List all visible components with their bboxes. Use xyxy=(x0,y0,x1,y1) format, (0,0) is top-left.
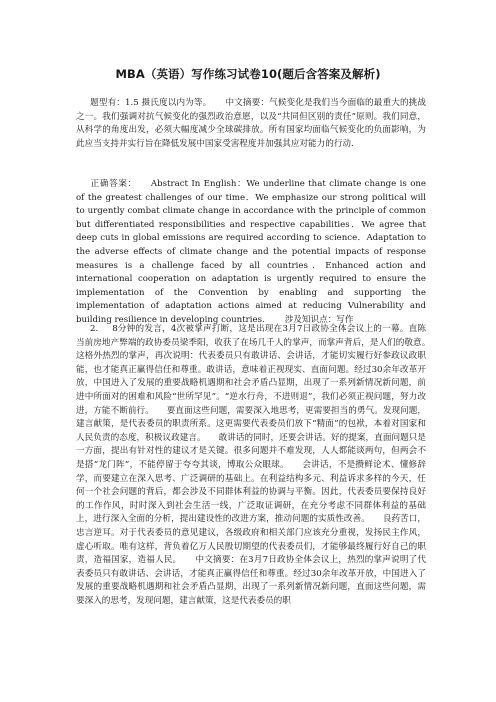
document-title: MBA（英语）写作练习试卷10(题后含答案及解析) xyxy=(115,67,381,81)
question-2-number: 2. xyxy=(90,324,99,334)
question-1-body: 中文摘要：气候变化是我们当今面临的最重大的挑战之一。我们强调对抗气候变化的强烈政治意愿，以及“共同但区别的责任”原则。我们同意，从科学的角度出发，必须大幅度减少全球碳排放。所有国家均面临气候变化的负面影响，为此应当支持并实行旨在降低发展中国家受害程度并加强其应对能力的行动. xyxy=(76,98,426,149)
knowledge-point-tag: 涉及知识点：写作 xyxy=(284,314,354,325)
answer-text: Abstract In English：We underline that climate change is one of the greatest challenges of our time．We emphasize our strong political will to urgently combat climate change in accordance with the principle of common but differentiated responsibilities and respective capabilities．We agree that deep cuts in global emissions are required according to science．Adaptation to the adverse effects of climate change and the potential impacts of response measures is a challenge faced by all countries．Enhanced action and international cooperation on adaptation is urgently required to ensure the implementation of the Convention by enabling and supporting the implementation of adaptation actions aimed at reducing Vulnerability and building resilience in developing countries. xyxy=(76,179,426,325)
question-1-prompt: 题型有：1.5 摄氏度以内为等。 xyxy=(90,98,212,108)
question-1 xyxy=(76,97,426,151)
question-2 xyxy=(76,323,444,608)
answer-1 xyxy=(76,178,426,328)
answer-label: 正确答案： xyxy=(90,179,137,189)
question-2-summary: 中文摘要：在3月7日政协全体会议上，热烈的掌声说明了代表委员只有敢讲话、会讲话，才能真正赢得信任和尊重。经过30余年改革开放，中国进入了发展的重要战略机遇期和社会矛盾凸显期，出现了一系列新情况新问题，直面这些问题，需要深入的思考，发现问题，建言献策，这是代表委员的职 xyxy=(76,555,426,606)
question-2-body: 8分钟的发言，4次被掌声打断，这是出现在3月7日政协全体会议上的一幕。直陈当前房地产弊端的政协委员梁季阳，收获了在场几千人的掌声，而掌声背后，是人们的敬意。 这格外热烈的掌声，再次说明：代表委员只有敢讲话、会讲话，才能切实履行好参政议政职能，也才能真正赢得信任和尊重。敢讲话，意味着正视现实、直面问题。经过30余年改革开放，中国进入了发展的重要战略机遇期和社会矛盾凸显期，出现了一系列新情况新问题，前进中所面对的困难和风险“世所罕见”。“逆水行舟，不进则退”，我们必须正视问题，努力改进，方能不断前行。 要直面这些问题，需要深入地思考，更需要担当的勇气。发现问题，建言献策，是代表委员的职责所系。这更需要代表委员们放下“精面”的包袱，本着对国家和人民负责的态度，积极议政建言。 敢讲话的同时，还要会讲话。好的提案，直面问题只是一方面，提出有针对性的建议才是关键。很多问题并不难发现，人人都能谈两句，但两会不是搭“龙门阵”，不能停留于夸夸其谈，博取公众眼球。 会讲话，不是攒鲜论术、懂修辞学，而要建立在深入思考、广泛调研的基础上。在利益结构多元、利益诉求多样的今天，任何一个社会问题的背后，都会涉及不同群体利益的协调与平衡。因此，代表委员要保持良好的工作作风，时时深入到社会生活一线，广泛取证调研，在充分考虑不同群体利益的基础上，进行深入全面的分析，提出建设性的改进方案，推动问题的实质性改善。 良药苦口，忠言逆耳。对于代表委员的意见建议，各级政府和相关部门应该充分重视，发扬民主作风，虚心听取。唯有这样，背负着亿万人民殷切期望的代表委员们，才能够最终履行好自己的职责，造福国家，造福人民。 xyxy=(76,324,444,566)
